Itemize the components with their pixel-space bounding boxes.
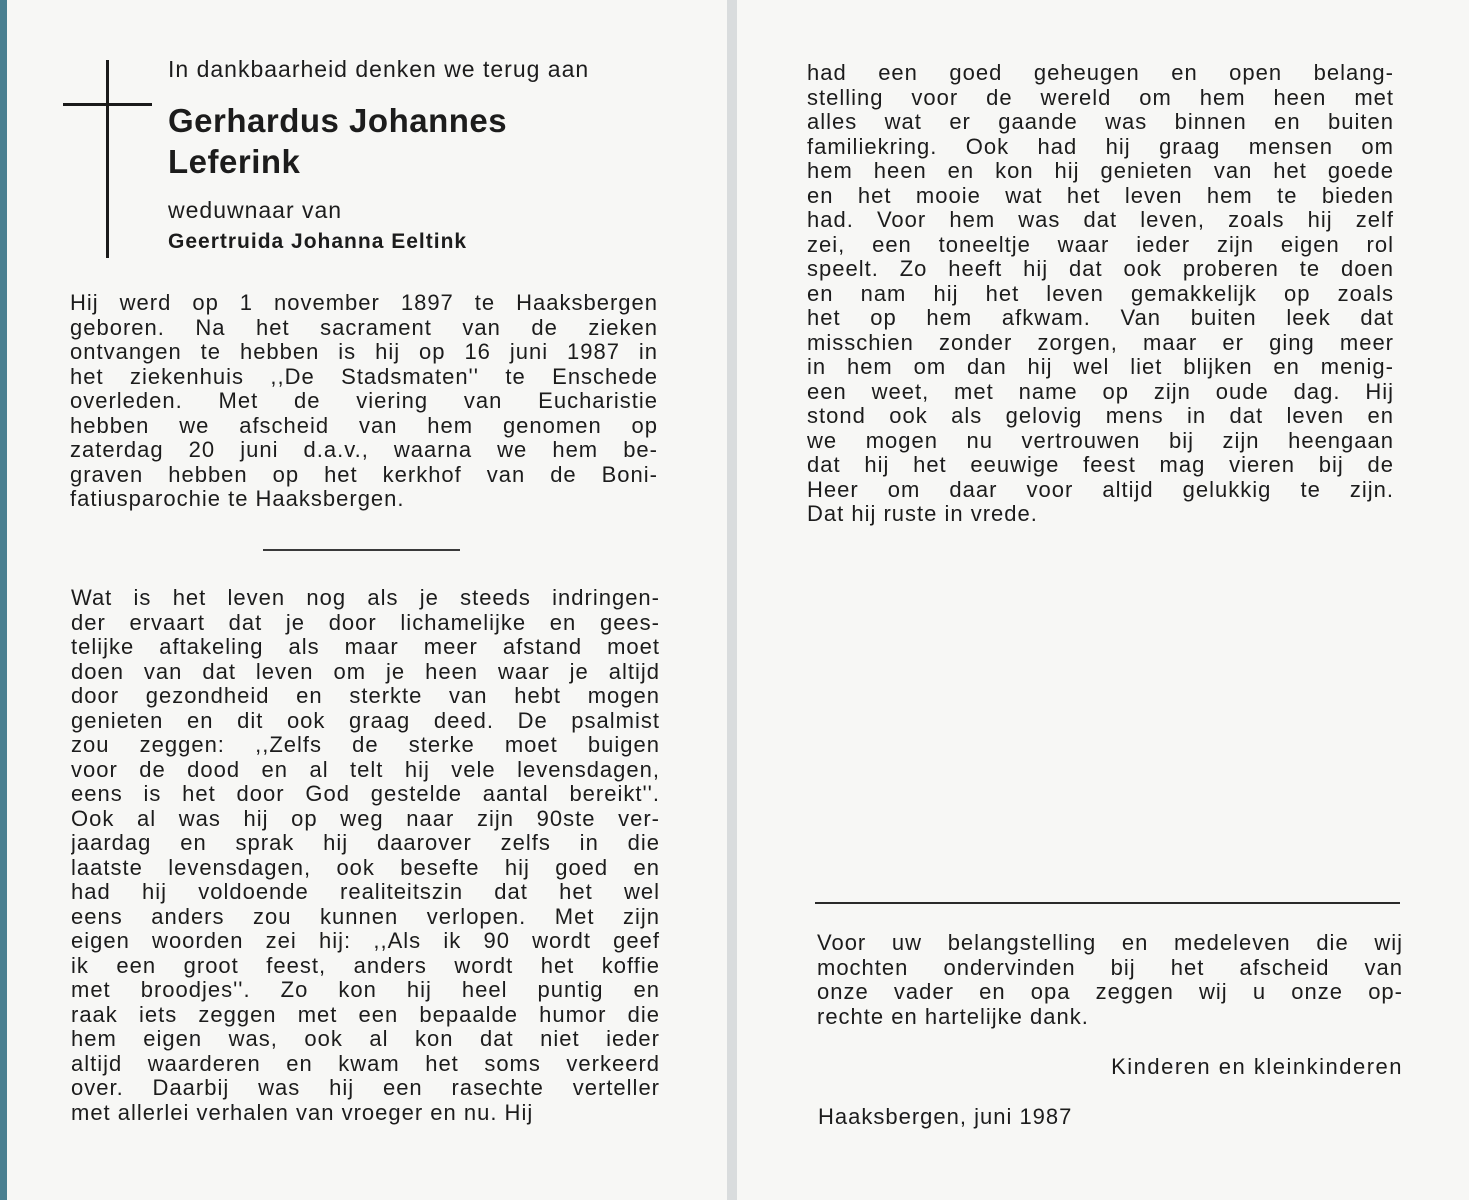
text-line: had een goed geheugen en open belang- — [807, 61, 1394, 85]
text-line: Ook al was hij op weg naar zijn 90ste ver- — [71, 806, 660, 831]
text-line: jaardag en sprak hij daarover zelfs in die — [71, 831, 660, 855]
text-line: geboren. Na het sacrament van de zieken — [70, 315, 658, 340]
text-line: altijd waarderen en kwam het soms verkeerd — [71, 1051, 660, 1076]
text-line: hem heen en kon hij genieten van het goede — [807, 159, 1394, 183]
text-line: hebben we afscheid van hem genomen op — [70, 413, 658, 438]
intro-text: In dankbaarheid denken we terug aan — [168, 56, 590, 82]
widower-label: weduwnaar van — [168, 197, 343, 223]
text-line: der ervaart dat je door lichamelijke en gees- — [71, 610, 660, 635]
deceased-name-first: Gerhardus Johannes — [168, 102, 508, 139]
text-line: had. Voor hem was dat leven, zoals hij zelf — [807, 208, 1394, 232]
biography-paragraph — [70, 291, 658, 512]
text-line: door gezondheid en sterkte van hebt mogen — [71, 684, 660, 708]
text-line: en het mooie wat het leven hem te bieden — [807, 183, 1394, 208]
text-line: met broodjes''. Zo kon hij heel puntig en — [71, 978, 660, 1002]
card-right-page — [737, 0, 1469, 1200]
text-line: en nam hij het leven gemakkelijk op zoals — [807, 281, 1394, 306]
text-line: onze vader en opa zeggen wij u onze op- — [817, 980, 1403, 1004]
text-line: het ziekenhuis ,,De Stadsmaten'' te Enschede — [70, 364, 658, 389]
text-line: ontvangen te hebben is hij op 16 juni 1987 in — [70, 340, 658, 364]
card-left-page — [0, 0, 727, 1200]
text-line: doen van dat leven om je heen waar je altijd — [71, 659, 660, 684]
text-line: telijke aftakeling als maar meer afstand moet — [71, 635, 660, 659]
text-line: hem eigen was, ook al kon dat niet ieder — [71, 1027, 660, 1051]
text-line: eens is het door God gestelde aantal bereikt''. — [71, 782, 660, 806]
text-line: zou zeggen: ,,Zelfs de sterke moet buigen — [71, 733, 660, 757]
text-line: Heer om daar voor altijd gelukkig te zijn. — [807, 477, 1394, 502]
text-line: voor de dood en al telt hij vele levensdagen, — [71, 757, 660, 782]
card-edge — [0, 0, 7, 1200]
text-line: Hij werd op 1 november 1897 te Haaksbergen — [70, 291, 658, 315]
deceased-name-last: Leferink — [168, 143, 301, 180]
text-line: familiekring. Ook had hij graag mensen om — [807, 134, 1394, 159]
cross-horizontal-bar — [63, 103, 152, 106]
text-line: stelling voor de wereld om hem heen met — [807, 85, 1394, 110]
text-line: dat hij het eeuwige feest mag vieren bij de — [807, 453, 1394, 477]
signoff-text: Kinderen en kleinkinderen — [1111, 1054, 1403, 1079]
spouse-name: Geertruida Johanna Eeltink — [168, 230, 468, 253]
text-line: misschien zonder zorgen, maar er ging meer — [807, 330, 1394, 355]
text-line: stond ook als gelovig mens in dat leven en — [807, 404, 1394, 428]
text-line: overleden. Met de viering van Eucharistie — [70, 389, 658, 413]
text-line: in hem om dan hij wel liet blijken en menig- — [807, 355, 1394, 379]
text-line: raak iets zeggen met een bepaalde humor die — [71, 1002, 660, 1027]
text-line: eigen woorden zei hij: ,,Als ik 90 wordt geef — [71, 929, 660, 953]
text-line: het op hem afkwam. Van buiten leek dat — [807, 306, 1394, 330]
reflection-continuation — [807, 61, 1394, 527]
text-line: had hij voldoende realiteitszin dat het wel — [71, 880, 660, 904]
text-line: zei, een toneeltje waar ieder zijn eigen rol — [807, 232, 1394, 257]
text-line: ik een groot feest, anders wordt het koffie — [71, 953, 660, 978]
text-line: Wat is het leven nog als je steeds indringen- — [71, 586, 660, 610]
text-line: een weet, met name op zijn oude dag. Hij — [807, 379, 1394, 404]
text-line: alles wat er gaande was binnen en buiten — [807, 110, 1394, 134]
text-line: genieten en dit ook graag deed. De psalmist — [71, 708, 660, 733]
text-line: rechte en hartelijke dank. — [817, 1004, 1089, 1029]
text-line: zaterdag 20 juni d.a.v., waarna we hem be- — [70, 438, 658, 462]
divider — [815, 902, 1400, 904]
text-line: laatste levensdagen, ook besefte hij goed en — [71, 855, 660, 880]
text-line: fatiusparochie te Haaksbergen. — [70, 487, 405, 511]
text-line: over. Daarbij was hij een rasechte verteller — [71, 1076, 660, 1100]
divider — [263, 549, 460, 551]
text-line: speelt. Zo heeft hij dat ook proberen te doen — [807, 257, 1394, 281]
thanks-paragraph — [817, 931, 1403, 1029]
text-line: mochten ondervinden bij het afscheid van — [817, 955, 1403, 980]
text-line: graven hebben op het kerkhof van de Boni- — [70, 462, 658, 487]
text-line: eens anders zou kunnen verlopen. Met zijn — [71, 904, 660, 929]
cross-vertical-bar — [106, 60, 109, 258]
text-line: Voor uw belangstelling en medeleven die wij — [817, 931, 1403, 955]
reflection-paragraph — [71, 586, 660, 1125]
text-line: Dat hij ruste in vrede. — [807, 502, 1038, 526]
text-line: we mogen nu vertrouwen bij zijn heengaan — [807, 428, 1394, 453]
place-date-text: Haaksbergen, juni 1987 — [818, 1104, 1073, 1129]
text-line: met allerlei verhalen van vroeger en nu. Hij — [71, 1100, 534, 1125]
